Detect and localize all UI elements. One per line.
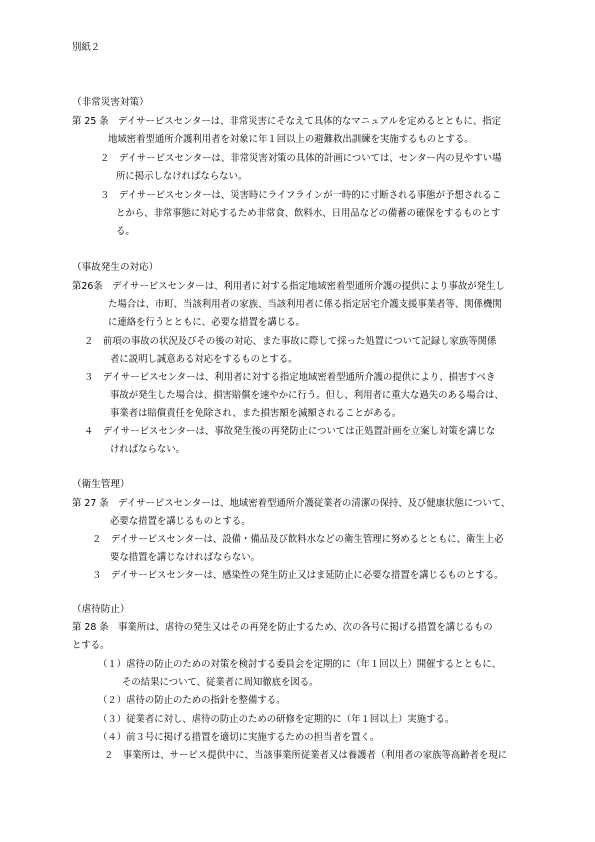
- article-25-line: る。: [116, 226, 135, 237]
- article-25-line: 地域密着型通所介護利用者を対象に年１回以上の避難救出訓練を実施するものとする。: [108, 134, 474, 145]
- article-26-line: ければならない。: [110, 444, 186, 455]
- article-26-line: た場合は、市町、当該利用者の家族、当該利用者に係る指定居宅介護支援事業者等、関係機関: [108, 299, 502, 310]
- article-28-line: その結果について、従業者に周知徹底を図る。: [122, 677, 319, 688]
- article-25-line: ２ デイサービスセンターは、非常災害対策の具体的計画については、センター内の見やすい場: [100, 153, 502, 164]
- article-27-line: 第 27 条 デイサービスセンターは、地域密着型通所介護従業者の清潔の保持、及び健康状態について、: [72, 498, 511, 509]
- article-26-line: ２ 前項の事故の状況及びその後の対応、また事故に際して採った処置について記録し家族等関係: [84, 336, 497, 347]
- article-26-line: 第26条 デイサービスセンターは、利用者に対する指定地域密着型通所介護の提供により事故が発生し: [72, 281, 505, 292]
- article-28-line: とする。: [72, 640, 110, 651]
- section-heading-accident: （事故発生の対応）: [72, 262, 159, 273]
- article-27-line: ３ デイサービスセンターは、感染性の発生防止又はま延防止に必要な措置を講じるものとする。: [92, 570, 504, 581]
- article-25-line: ３ デイサービスセンターは、災害時にライフラインが一時的に寸断される事態が予想されるこ: [100, 190, 502, 201]
- article-25-line: 所に掲示しなければならない。: [116, 171, 248, 182]
- section-heading-abuse-prevention: （虐待防止）: [72, 604, 130, 615]
- article-26-line: 事故が発生した場合は、損害賠償を速やかに行う。但し、利用者に重大な過失のある場合は、: [110, 390, 504, 401]
- article-25-line: 第 25 条 デイサービスセンターは、非常災害にそなえて具体的なマニュアルを定めるとともに、指定: [72, 116, 501, 127]
- article-27-line: ２ デイサービスセンターは、設備・備品及び飲料水などの衛生管理に努めるとともに、衛生上必: [92, 534, 504, 545]
- section-heading-hygiene: （衛生管理）: [72, 479, 130, 490]
- attachment-label: 別紙２: [72, 42, 101, 53]
- article-28-line: ２ 事業所は、サービス提供中に、当該事業所従業者又は養護者（利用者の家族等高齢者を現に: [104, 750, 508, 761]
- article-27-line: 要な措置を講じなければならない。: [110, 552, 261, 563]
- article-27-line: 必要な措置を講じるものとする。: [110, 516, 251, 527]
- article-28-line: （３）従業者に対し、虐待の防止のための研修を定期的に（年１回以上）実施する。: [98, 714, 455, 725]
- article-28-line: 第 28 条 事業所は、虐待の発生又はその再発を防止するため、次の各号に掲げる措置を講じるもの: [72, 622, 493, 633]
- article-25-line: とから、非常事態に対応するため非常食、飲料水、日用品などの備蓄の確保をするものとす: [116, 208, 501, 219]
- article-28-line: （１）虐待の防止のための対策を検討する委員会を定期的に（年１回以上）開催するとともに、: [98, 659, 502, 670]
- article-28-line: （２）虐待の防止のための指針を整備する。: [98, 695, 286, 706]
- article-26-line: ４ デイサービスセンターは、事故発生後の再発防止については正処置計画を立案し対策を講じな: [84, 426, 496, 437]
- article-26-line: ３ デイサービスセンターは、利用者に対する指定地域密着型通所介護の提供により、損害すべき: [84, 372, 496, 383]
- section-heading-emergency: （非常災害対策）: [72, 97, 149, 108]
- article-26-line: に連絡を行うとともに、必要な措置を講じる。: [108, 317, 305, 328]
- article-26-line: 事業者は賠償責任を免除され、また損害額を減額されることがある。: [110, 408, 402, 419]
- article-26-line: 者に説明し誠意ある対応をするものとする。: [110, 354, 298, 365]
- article-28-line: （４）前３号に掲げる措置を適切に実施するための担当者を置く。: [98, 732, 380, 743]
